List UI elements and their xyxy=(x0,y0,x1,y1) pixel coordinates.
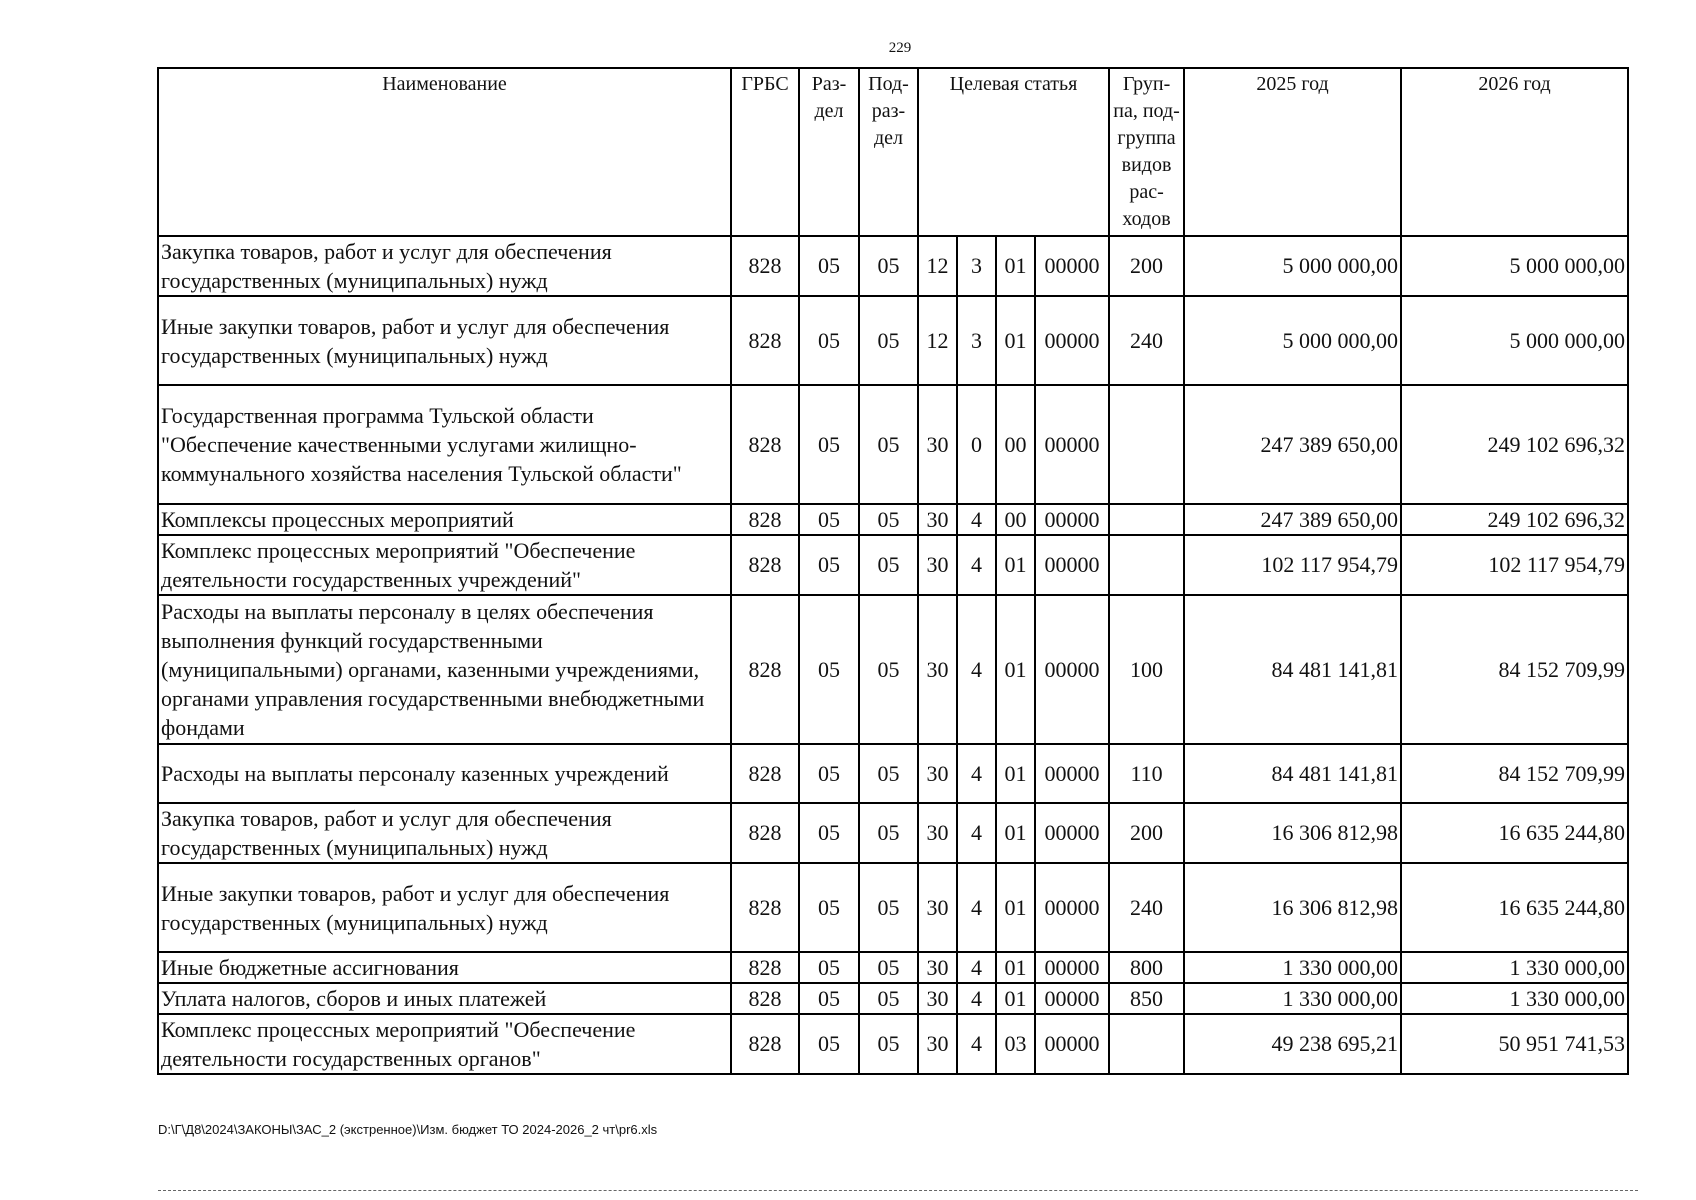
cell-name: Комплекс процессных мероприятий "Обеспечение деятельности государственных учреждений" xyxy=(158,535,731,595)
cell-target-direction: 00000 xyxy=(1035,952,1109,983)
cell-podrazdel: 05 xyxy=(859,952,918,983)
cell-target-direction: 00000 xyxy=(1035,236,1109,296)
cell-expense-group xyxy=(1109,504,1184,535)
cell-grbs: 828 xyxy=(731,385,799,504)
cell-razdel: 05 xyxy=(799,1014,859,1074)
cell-amount-2025: 84 481 141,81 xyxy=(1184,595,1401,744)
cell-expense-group: 200 xyxy=(1109,803,1184,863)
cell-target-element: 01 xyxy=(996,296,1035,385)
cell-podrazdel: 05 xyxy=(859,595,918,744)
cell-expense-group xyxy=(1109,385,1184,504)
cell-target-program: 30 xyxy=(918,385,957,504)
cell-amount-2026: 1 330 000,00 xyxy=(1401,952,1628,983)
table-row xyxy=(158,1014,1628,1074)
cell-razdel: 05 xyxy=(799,504,859,535)
cell-target-direction: 00000 xyxy=(1035,1014,1109,1074)
header-2026: 2026 год xyxy=(1401,68,1628,236)
cell-expense-group xyxy=(1109,535,1184,595)
cell-amount-2025: 16 306 812,98 xyxy=(1184,863,1401,952)
cell-expense-group: 850 xyxy=(1109,983,1184,1014)
table-row xyxy=(158,504,1628,535)
cell-razdel: 05 xyxy=(799,952,859,983)
cell-target-type: 4 xyxy=(957,595,996,744)
cell-target-element: 00 xyxy=(996,504,1035,535)
cell-expense-group: 240 xyxy=(1109,296,1184,385)
cell-target-element: 03 xyxy=(996,1014,1035,1074)
cell-name: Иные бюджетные ассигнования xyxy=(158,952,731,983)
cell-target-program: 30 xyxy=(918,595,957,744)
cell-amount-2025: 5 000 000,00 xyxy=(1184,296,1401,385)
cell-amount-2026: 102 117 954,79 xyxy=(1401,535,1628,595)
cell-amount-2026: 249 102 696,32 xyxy=(1401,385,1628,504)
table-row xyxy=(158,535,1628,595)
cell-target-element: 01 xyxy=(996,952,1035,983)
file-path: D:\Г\Д8\2024\ЗАКОНЫ\ЗАС_2 (экстренное)\Изм. бюджет ТО 2024-2026_2 чт\pr6.xls xyxy=(158,1122,658,1137)
cell-target-type: 4 xyxy=(957,803,996,863)
budget-table xyxy=(157,67,1629,1075)
cell-target-type: 4 xyxy=(957,1014,996,1074)
cell-target-direction: 00000 xyxy=(1035,504,1109,535)
page-number: 229 xyxy=(888,40,912,56)
header-grbs: ГРБС xyxy=(731,68,799,236)
cell-target-element: 01 xyxy=(996,744,1035,803)
cell-amount-2026: 84 152 709,99 xyxy=(1401,595,1628,744)
cell-target-program: 30 xyxy=(918,504,957,535)
cell-amount-2025: 49 238 695,21 xyxy=(1184,1014,1401,1074)
cell-amount-2026: 84 152 709,99 xyxy=(1401,744,1628,803)
table-row xyxy=(158,236,1628,296)
cell-target-type: 4 xyxy=(957,535,996,595)
cell-target-program: 12 xyxy=(918,296,957,385)
cell-target-program: 30 xyxy=(918,863,957,952)
cell-amount-2025: 1 330 000,00 xyxy=(1184,983,1401,1014)
cell-razdel: 05 xyxy=(799,803,859,863)
cell-podrazdel: 05 xyxy=(859,983,918,1014)
cell-grbs: 828 xyxy=(731,296,799,385)
table-row xyxy=(158,385,1628,504)
cell-target-program: 30 xyxy=(918,1014,957,1074)
cell-name: Иные закупки товаров, работ и услуг для обеспечения государственных (муниципальных) нужд xyxy=(158,296,731,385)
cell-amount-2026: 1 330 000,00 xyxy=(1401,983,1628,1014)
cell-amount-2026: 5 000 000,00 xyxy=(1401,236,1628,296)
cell-razdel: 05 xyxy=(799,236,859,296)
cell-amount-2025: 84 481 141,81 xyxy=(1184,744,1401,803)
cell-target-direction: 00000 xyxy=(1035,863,1109,952)
cell-target-element: 00 xyxy=(996,385,1035,504)
cell-grbs: 828 xyxy=(731,1014,799,1074)
cell-name: Иные закупки товаров, работ и услуг для обеспечения государственных (муниципальных) нужд xyxy=(158,863,731,952)
cell-grbs: 828 xyxy=(731,863,799,952)
cell-grbs: 828 xyxy=(731,504,799,535)
cell-target-element: 01 xyxy=(996,863,1035,952)
cell-expense-group: 800 xyxy=(1109,952,1184,983)
cell-razdel: 05 xyxy=(799,863,859,952)
cell-target-program: 30 xyxy=(918,983,957,1014)
cell-target-type: 3 xyxy=(957,296,996,385)
cell-name: Закупка товаров, работ и услуг для обеспечения государственных (муниципальных) нужд xyxy=(158,803,731,863)
table-row xyxy=(158,744,1628,803)
cell-target-direction: 00000 xyxy=(1035,595,1109,744)
cell-podrazdel: 05 xyxy=(859,1014,918,1074)
table-row xyxy=(158,296,1628,385)
table-body xyxy=(158,236,1628,1074)
cell-target-type: 4 xyxy=(957,952,996,983)
cell-grbs: 828 xyxy=(731,535,799,595)
cell-target-type: 4 xyxy=(957,863,996,952)
table-row xyxy=(158,863,1628,952)
cell-name: Расходы на выплаты персоналу в целях обеспечения выполнения функций государственными (муниципальными) органами, казенными учреждениями, органами управления государственными внебюджетными фондами xyxy=(158,595,731,744)
cell-amount-2026: 5 000 000,00 xyxy=(1401,296,1628,385)
cell-target-type: 4 xyxy=(957,504,996,535)
cell-name: Комплекс процессных мероприятий "Обеспечение деятельности государственных органов" xyxy=(158,1014,731,1074)
cell-expense-group: 110 xyxy=(1109,744,1184,803)
cell-podrazdel: 05 xyxy=(859,744,918,803)
cell-amount-2026: 16 635 244,80 xyxy=(1401,863,1628,952)
cell-target-element: 01 xyxy=(996,535,1035,595)
cell-name: Закупка товаров, работ и услуг для обеспечения государственных (муниципальных) нужд xyxy=(158,236,731,296)
cell-target-direction: 00000 xyxy=(1035,983,1109,1014)
cell-grbs: 828 xyxy=(731,952,799,983)
cell-target-direction: 00000 xyxy=(1035,803,1109,863)
cell-podrazdel: 05 xyxy=(859,504,918,535)
cell-amount-2026: 249 102 696,32 xyxy=(1401,504,1628,535)
cell-target-direction: 00000 xyxy=(1035,744,1109,803)
cell-target-element: 01 xyxy=(996,983,1035,1014)
cell-target-element: 01 xyxy=(996,595,1035,744)
cell-name: Государственная программа Тульской области "Обеспечение качественными услугами жилищно-коммунального хозяйства населения Тульской области" xyxy=(158,385,731,504)
header-razdel: Раз- дел xyxy=(799,68,859,236)
cell-amount-2025: 247 389 650,00 xyxy=(1184,504,1401,535)
cell-target-direction: 00000 xyxy=(1035,535,1109,595)
cell-expense-group: 200 xyxy=(1109,236,1184,296)
cell-expense-group: 240 xyxy=(1109,863,1184,952)
cell-razdel: 05 xyxy=(799,296,859,385)
cell-target-type: 0 xyxy=(957,385,996,504)
cell-podrazdel: 05 xyxy=(859,296,918,385)
cell-razdel: 05 xyxy=(799,535,859,595)
cell-amount-2025: 1 330 000,00 xyxy=(1184,952,1401,983)
header-group: Груп- па, под- группа видов рас- ходов xyxy=(1109,68,1184,236)
cell-grbs: 828 xyxy=(731,983,799,1014)
cell-expense-group: 100 xyxy=(1109,595,1184,744)
table-row xyxy=(158,983,1628,1014)
cell-target-program: 30 xyxy=(918,952,957,983)
cell-podrazdel: 05 xyxy=(859,863,918,952)
cell-target-program: 30 xyxy=(918,535,957,595)
cell-podrazdel: 05 xyxy=(859,803,918,863)
cell-target-direction: 00000 xyxy=(1035,385,1109,504)
cell-target-type: 4 xyxy=(957,983,996,1014)
footer-rule xyxy=(158,1190,1638,1191)
cell-target-program: 30 xyxy=(918,744,957,803)
cell-target-type: 3 xyxy=(957,236,996,296)
table-row xyxy=(158,803,1628,863)
cell-target-element: 01 xyxy=(996,803,1035,863)
header-row xyxy=(158,68,1628,236)
cell-amount-2025: 5 000 000,00 xyxy=(1184,236,1401,296)
cell-razdel: 05 xyxy=(799,744,859,803)
cell-target-element: 01 xyxy=(996,236,1035,296)
cell-target-program: 12 xyxy=(918,236,957,296)
cell-amount-2025: 247 389 650,00 xyxy=(1184,385,1401,504)
cell-target-direction: 00000 xyxy=(1035,296,1109,385)
cell-amount-2026: 50 951 741,53 xyxy=(1401,1014,1628,1074)
cell-razdel: 05 xyxy=(799,983,859,1014)
cell-target-type: 4 xyxy=(957,744,996,803)
cell-expense-group xyxy=(1109,1014,1184,1074)
header-name: Наименование xyxy=(158,68,731,236)
cell-name: Расходы на выплаты персоналу казенных учреждений xyxy=(158,744,731,803)
header-target: Целевая статья xyxy=(918,68,1109,236)
cell-amount-2026: 16 635 244,80 xyxy=(1401,803,1628,863)
cell-grbs: 828 xyxy=(731,803,799,863)
cell-amount-2025: 102 117 954,79 xyxy=(1184,535,1401,595)
cell-grbs: 828 xyxy=(731,236,799,296)
cell-name: Уплата налогов, сборов и иных платежей xyxy=(158,983,731,1014)
cell-target-program: 30 xyxy=(918,803,957,863)
table-row xyxy=(158,952,1628,983)
cell-podrazdel: 05 xyxy=(859,535,918,595)
table-row xyxy=(158,595,1628,744)
cell-podrazdel: 05 xyxy=(859,236,918,296)
cell-amount-2025: 16 306 812,98 xyxy=(1184,803,1401,863)
header-2025: 2025 год xyxy=(1184,68,1401,236)
cell-name: Комплексы процессных мероприятий xyxy=(158,504,731,535)
cell-razdel: 05 xyxy=(799,595,859,744)
cell-grbs: 828 xyxy=(731,595,799,744)
cell-grbs: 828 xyxy=(731,744,799,803)
cell-podrazdel: 05 xyxy=(859,385,918,504)
cell-razdel: 05 xyxy=(799,385,859,504)
header-podrazdel: Под- раз- дел xyxy=(859,68,918,236)
